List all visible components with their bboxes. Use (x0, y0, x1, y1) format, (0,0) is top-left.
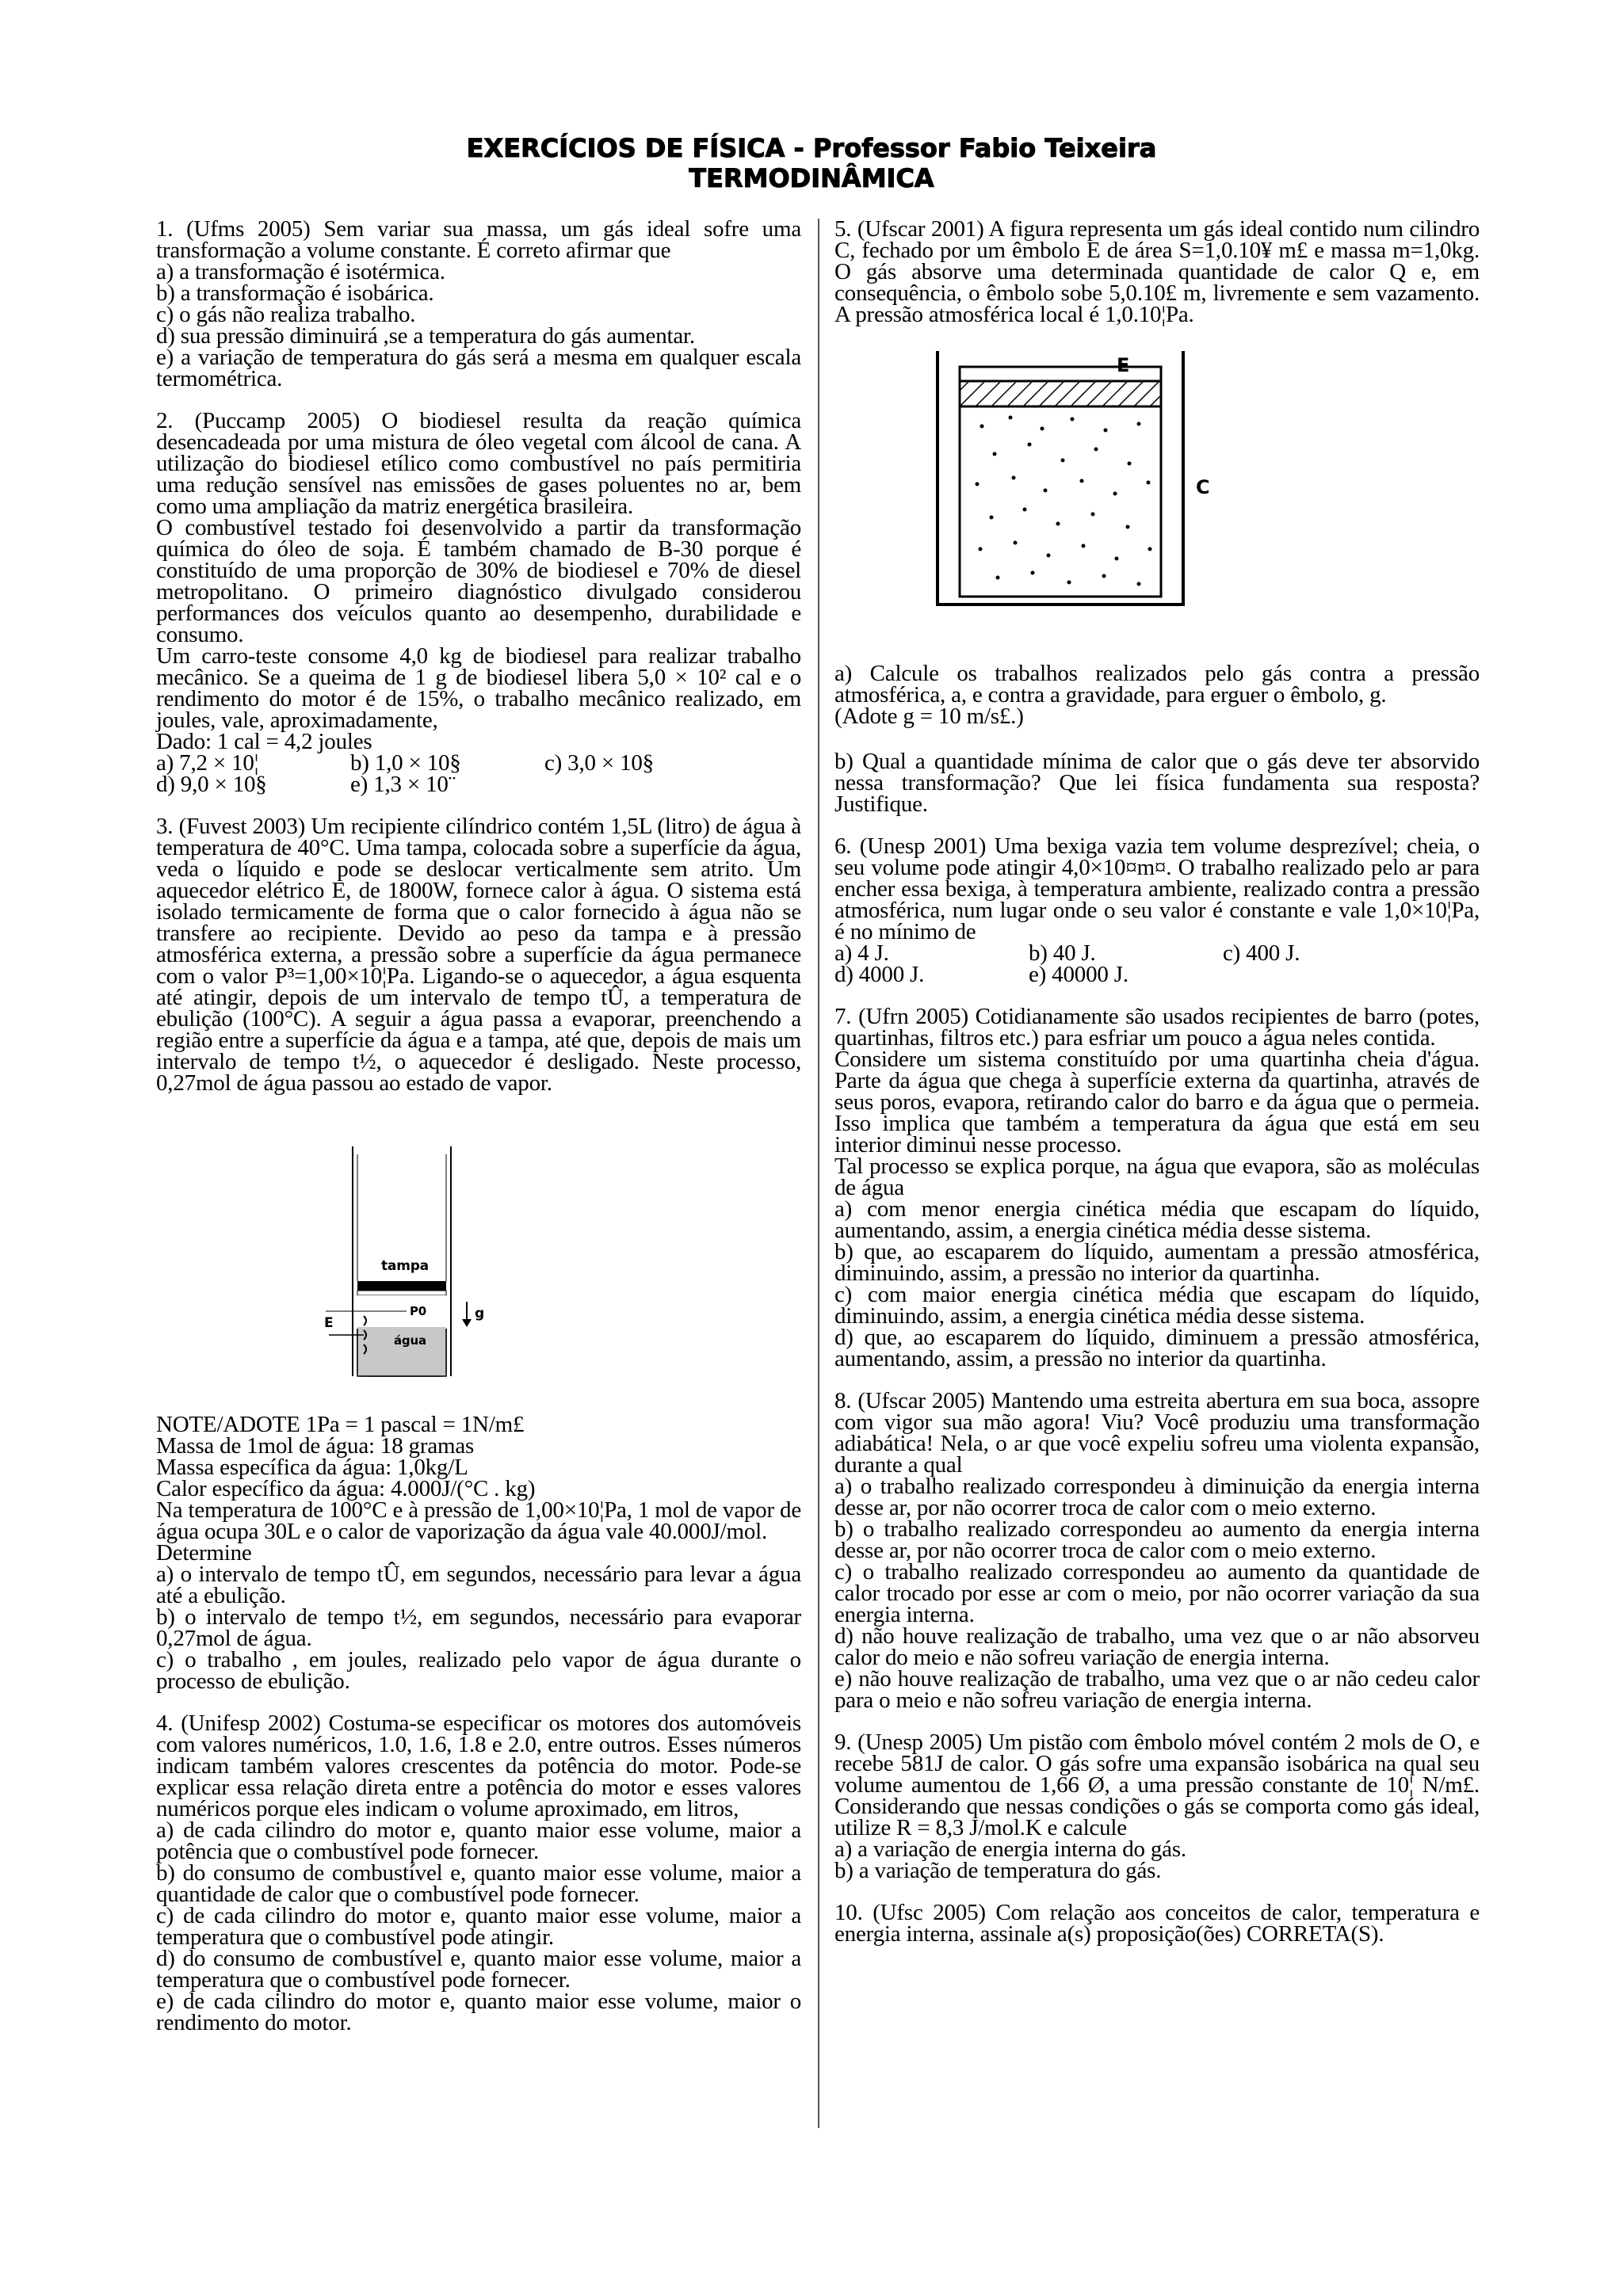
question-1 (156, 216, 801, 391)
q3-heater-label: E (324, 1315, 334, 1331)
page-subtitle: TERMODINÂMICA (689, 163, 934, 193)
q2-option-b: b) 1,0 × 10§ (350, 750, 461, 776)
left-column (156, 216, 801, 2035)
q4-option-d: d) do consumo de combustível e, quanto maior esse volume, maior a temperatura que o combustível pode fornecer. (156, 1946, 801, 1993)
q6-option-e: e) 40000 J. (1029, 962, 1128, 987)
q3-note-5: Na temperatura de 100°C e à pressão de 1,00×10¦Pa, 1 mol de vapor de água ocupa 30L e o calor de vaporização da água vale 40.000J/mol. (156, 1497, 801, 1544)
q5-note: (Adote g = 10 m/s£.) (834, 704, 1024, 729)
q8-option-e: e) não houve realização de trabalho, uma vez que o ar não cedeu calor para o meio e não sofreu variação de energia interna. (834, 1666, 1480, 1713)
q1-option-c: c) o gás não realiza trabalho. (156, 302, 416, 327)
q3-stem: 3. (Fuvest 2003) Um recipiente cilíndrico contém 1,5L (litro) de água à temperatura de 40°C. Uma tampa, colocada sobre a superfície da água, veda o líquido e pode se deslocar verticalmente sem atrito. Um aquecedor elétrico E, de 1800W, fornece calor à água. O sistema está isolado termicamente de forma que o calor fornecido à água não se transfere ao recipiente. Devido ao peso da tampa e à pressão atmosférica externa, a pressão sobre a superfície da água permanece com o valor P³=1,00×10¦Pa. Ligando-se o aquecedor, a água esquenta até atingir, depois de um intervalo de tempo tÛ, a temperatura de ebulição (100°C). A seguir a água passa a evaporar, preenchendo a região entre a superfície da água e a tampa, até que, depois de mais um intervalo de tempo t½, o aquecedor é desligado. Neste processo, 0,27mol de água passou ao estado de vapor. (156, 814, 801, 1096)
question-10 (834, 1902, 1480, 1945)
q2-option-c: c) 3,0 × 10§ (544, 750, 654, 776)
q2-given: Dado: 1 cal = 4,2 joules (156, 729, 372, 754)
q5-item-b: b) Qual a quantidade mínima de calor que o gás deve ter absorvido nessa transformação? Que lei física fundamenta sua resposta? Justifique. (834, 749, 1480, 817)
q1-option-d: d) sua pressão diminuirá ,se a temperatura do gás aumentar. (156, 323, 695, 349)
q6-options-row-1 (834, 940, 1480, 966)
q1-option-a: a) a transformação é isotérmica. (156, 259, 445, 284)
q6-option-b: b) 40 J. (1029, 940, 1096, 966)
q2-paragraph-3: Um carro-teste consome 4,0 kg de biodiesel para realizar trabalho mecânico. Se a queima de 1 g de biodiesel libera 5,0 × 10² cal e o rendimento do motor é de 15%, o trabalho mecânico realizado, em joules, vale, aproximadamente, (156, 643, 801, 733)
page-header (0, 133, 1623, 193)
q3-note-4: Calor específico da água: 4.000J/(°C . kg) (156, 1476, 536, 1501)
q3-gravity-label: g (475, 1306, 484, 1322)
q3-lid-label: tampa (381, 1258, 429, 1274)
question-4 (156, 1713, 801, 2034)
q5-cylinder-figure (834, 351, 1480, 612)
q8-option-a: a) o trabalho realizado correspondeu à diminuição da energia interna desse ar, por não ocorrer troca de calor com o meio externo. (834, 1474, 1480, 1520)
q2-option-a: a) 7,2 × 10¦ (156, 750, 259, 776)
q7-option-c: c) com maior energia cinética média que escapam do líquido, diminuindo, assim, a energia cinética média desse sistema. (834, 1282, 1480, 1329)
q2-option-e: e) 1,3 × 10¨ (350, 772, 456, 797)
q4-option-c: c) de cada cilindro do motor e, quanto maior esse volume, maior a temperatura que o combustível pode atingir. (156, 1903, 801, 1950)
q4-option-a: a) de cada cilindro do motor e, quanto maior esse volume, maior a potência que o combustível pode fornecer. (156, 1817, 801, 1864)
question-8 (834, 1390, 1480, 1711)
q3-item-c: c) o trabalho , em joules, realizado pelo vapor de água durante o processo de ebulição. (156, 1647, 801, 1694)
q8-option-d: d) não houve realização de trabalho, uma vez que o ar não absorveu calor do meio e não sofreu variação de energia interna. (834, 1623, 1480, 1670)
question-6 (834, 833, 1480, 987)
q8-option-c: c) o trabalho realizado correspondeu ao aumento da quantidade de calor trocado por esse ar com o meio, por não ocorrer variação da sua energia interna. (834, 1559, 1480, 1627)
q5-piston-label: E (1117, 354, 1130, 376)
q7-option-d: d) que, ao escaparem do líquido, diminuem a pressão atmosférica, aumentando, assim, a pressão no interior da quartinha. (834, 1325, 1480, 1371)
q6-option-a: a) 4 J. (834, 940, 889, 966)
q1-option-e: e) a variação de temperatura do gás será a mesma em qualquer escala termométrica. (156, 345, 801, 391)
q7-option-b: b) que, ao escaparem do líquido, aumentam a pressão atmosférica, diminuindo, assim, a pressão no interior da quartinha. (834, 1239, 1480, 1286)
q2-paragraph-1: 2. (Puccamp 2005) O biodiesel resulta da reação química desencadeada por uma mistura de óleo vegetal com álcool de cana. A utilização do biodiesel etílico como combustível no país permitiria uma redução sensível nas emissões de gases poluentes no ar, bem como uma ampliação da matriz energética brasileira. (156, 408, 801, 519)
q3-pressure-label: P0 (410, 1304, 427, 1318)
q6-stem: 6. (Unesp 2001) Uma bexiga vazia tem volume desprezível; cheia, o seu volume pode atingir 4,0×10¤m¤. O trabalho realizado pelo ar para encher essa bexiga, à temperatura ambiente, realizado contra a pressão atmosférica, num lugar onde o seu valor é constante e vale 1,0×10¦Pa, é no mínimo de (834, 833, 1480, 944)
question-2 (156, 410, 801, 795)
page-title: EXERCÍCIOS DE FÍSICA - Professor Fabio Teixeira (466, 133, 1157, 163)
q3-item-a: a) o intervalo de tempo tÛ, em segundos, necessário para levar a água até a ebulição. (156, 1562, 801, 1608)
q3-note-2: Massa de 1mol de água: 18 gramas (156, 1433, 475, 1459)
q2-options-row-2 (156, 774, 801, 795)
q5-cylinder-label: C (1196, 476, 1210, 498)
q3-determine: Determine (156, 1540, 252, 1566)
right-column (834, 216, 1480, 1947)
q9-stem: 9. (Unesp 2005) Um pistão com êmbolo móvel contém 2 mols de O‚ e recebe 581J de calor. O gás sofre uma expansão isobárica na qual seu volume aumentou de 1,66 Ø, a uma pressão constante de 10¦ N/m£. Considerando que nessas condições o gás se comporta como gás ideal, utilize R = 8,3 J/mol.K e calcule (834, 1730, 1480, 1840)
q2-option-d: d) 9,0 × 10§ (156, 772, 267, 797)
q5-stem: 5. (Ufscar 2001) A figura representa um gás ideal contido num cilindro C, fechado por um êmbolo E de área S=1,0.10¥ m£ e massa m=1,0kg. O gás absorve uma determinada quantidade de calor Q e, em consequência, o êmbolo sobe 5,0.10£ m, livremente e sem vazamento. A pressão atmosférica local é 1,0.10¦Pa. (834, 216, 1480, 327)
q6-option-c: c) 400 J. (1223, 940, 1300, 966)
q3-cylinder-figure (156, 1146, 801, 1384)
q8-stem: 8. (Ufscar 2005) Mantendo uma estreita abertura em sua boca, assopre com vigor sua mão agora! Viu? Você produziu uma transformação adiabática! Nela, o ar que você expeliu sofreu uma violenta expansão, durante a qual (834, 1388, 1480, 1478)
q3-note-1: NOTE/ADOTE 1Pa = 1 pascal = 1N/m£ (156, 1412, 525, 1437)
q7-paragraph-2: Considere um sistema constituído por uma quartinha cheia d'água. Parte da água que chega à superfície externa da quartinha, através de seus poros, evapora, retirando calor do barro e da água que o permeia. Isso implica que também a temperatura da água que está em seu interior diminui nesse processo. (834, 1047, 1480, 1158)
q3-note-3: Massa específica da água: 1,0kg/L (156, 1455, 468, 1480)
q10-stem: 10. (Ufsc 2005) Com relação aos conceitos de calor, temperatura e energia interna, assinale a(s) proposição(ões) CORRETA(S). (834, 1900, 1480, 1947)
q2-paragraph-2: O combustível testado foi desenvolvido a partir da transformação química do óleo de soja. É também chamado de B-30 porque é constituído de uma proporção de 30% de biodiesel e 70% de diesel metropolitano. O primeiro diagnóstico divulgado considerou performances dos veículos quanto ao desempenho, durabilidade e consumo. (156, 515, 801, 647)
question-3 (156, 816, 801, 1692)
q4-option-e: e) de cada cilindro do motor e, quanto maior esse volume, maior o rendimento do motor. (156, 1989, 801, 2035)
q1-stem: 1. (Ufms 2005) Sem variar sua massa, um gás ideal sofre uma transformação a volume constante. É correto afirmar que (156, 216, 801, 263)
q6-option-d: d) 4000 J. (834, 962, 925, 987)
column-divider (818, 219, 819, 2128)
q5-item-a: a) Calcule os trabalhos realizados pelo gás contra a pressão atmosférica, a, e contra a gravidade, para erguer o êmbolo, g. (834, 661, 1480, 707)
question-7 (834, 1006, 1480, 1370)
q3-water-label: água (394, 1333, 426, 1348)
question-9 (834, 1732, 1480, 1882)
q4-stem: 4. (Unifesp 2002) Costuma-se especificar os motores dos automóveis com valores numéricos, 1.0, 1.6, 1.8 e 2.0, entre outros. Esses números indicam também valores crescentes da potência do motor. Pode-se explicar essa relação direta entre a potência do motor e esses valores numéricos porque eles indicam o volume aproximado, em litros, (156, 1711, 801, 1821)
q7-paragraph-1: 7. (Ufrn 2005) Cotidianamente são usados recipientes de barro (potes, quartinhas, filtros etc.) para esfriar um pouco a água neles contida. (834, 1004, 1480, 1051)
q8-option-b: b) o trabalho realizado correspondeu ao aumento da energia interna desse ar, por não ocorrer troca de calor com o meio externo. (834, 1516, 1480, 1563)
q9-item-b: b) a variação de temperatura do gás. (834, 1858, 1162, 1883)
q6-options-row-2 (834, 964, 1480, 986)
q7-option-a: a) com menor energia cinética média que escapam do líquido, aumentando, assim, a energia cinética média desse sistema. (834, 1196, 1480, 1243)
q7-paragraph-3: Tal processo se explica porque, na água que evapora, são as moléculas de água (834, 1154, 1480, 1200)
q4-option-b: b) do consumo de combustível e, quanto maior esse volume, maior a quantidade de calor que o combustível pode fornecer. (156, 1860, 801, 1907)
q2-options-row-1 (156, 750, 801, 776)
q1-option-b: b) a transformação é isobárica. (156, 280, 434, 306)
question-5 (834, 216, 1480, 817)
q9-item-a: a) a variação de energia interna do gás. (834, 1836, 1186, 1862)
q3-item-b: b) o intervalo de tempo t½, em segundos, necessário para evaporar 0,27mol de água. (156, 1604, 801, 1651)
